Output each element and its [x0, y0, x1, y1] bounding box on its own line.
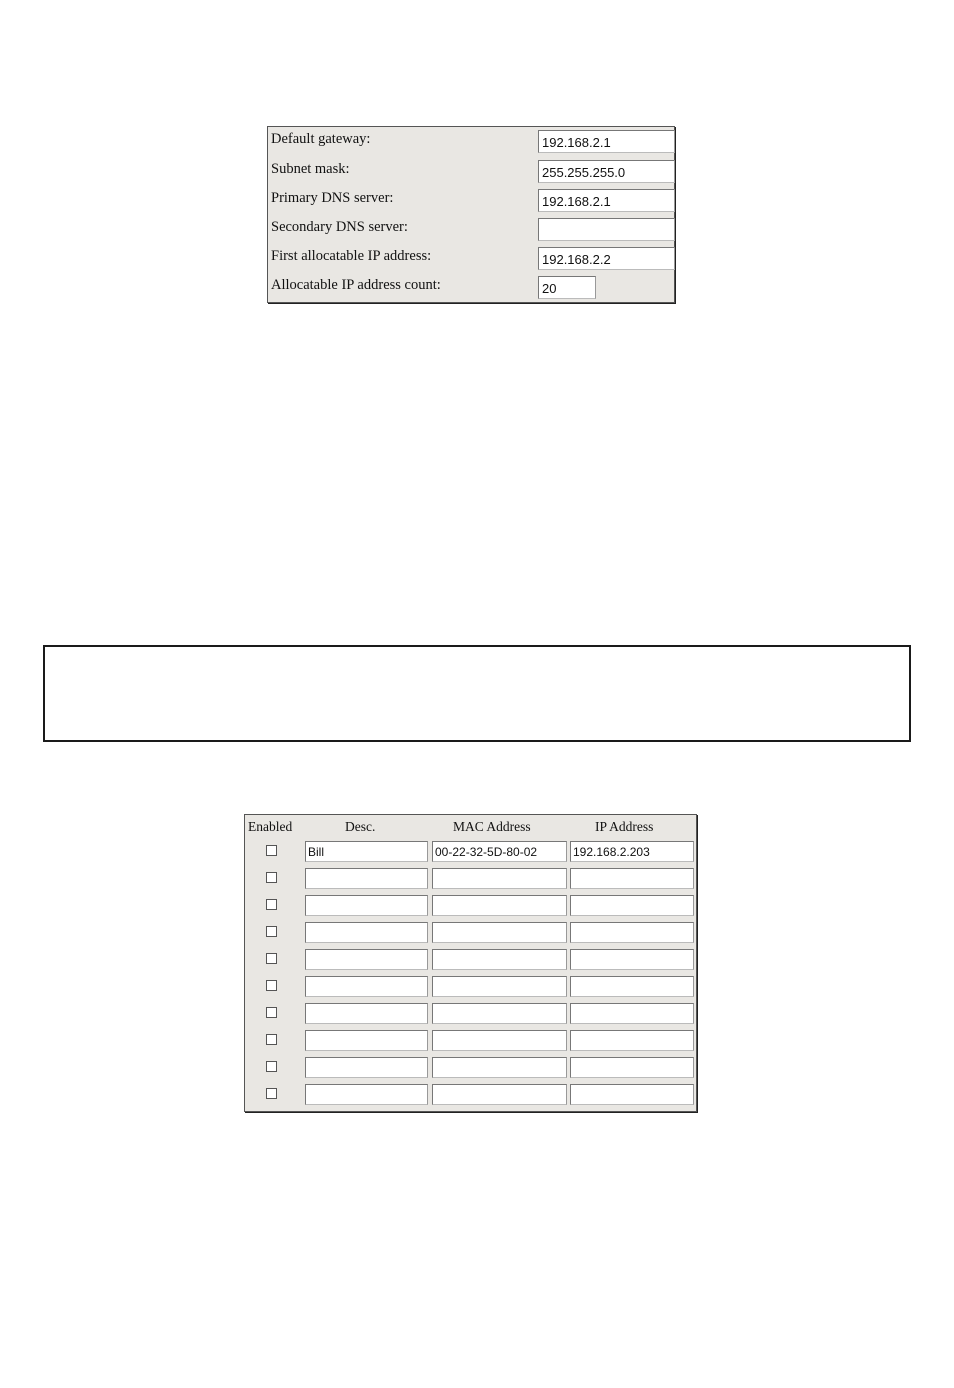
- secondary-dns-label: Secondary DNS server:: [271, 219, 408, 235]
- ip-input[interactable]: [570, 895, 694, 916]
- desc-input[interactable]: [305, 922, 428, 943]
- reservation-table: [244, 814, 697, 1112]
- table-row: [245, 1056, 696, 1083]
- table-row: [245, 867, 696, 894]
- default-gateway-input[interactable]: 192.168.2.1: [538, 130, 675, 153]
- enabled-column-header: Enabled: [248, 819, 293, 834]
- mac-input[interactable]: [432, 976, 567, 997]
- primary-dns-input[interactable]: 192.168.2.1: [538, 189, 675, 212]
- ip-input[interactable]: [570, 922, 694, 943]
- enabled-checkbox[interactable]: [266, 872, 277, 883]
- primary-dns-label: Primary DNS server:: [271, 190, 394, 206]
- enabled-checkbox[interactable]: [266, 980, 277, 991]
- ip-input[interactable]: [570, 1057, 694, 1078]
- ip-input[interactable]: [570, 868, 694, 889]
- dhcp-settings-panel: [267, 126, 675, 303]
- first-ip-label: First allocatable IP address:: [271, 248, 432, 264]
- desc-input[interactable]: [305, 1003, 428, 1024]
- enabled-checkbox[interactable]: [266, 845, 277, 856]
- ip-input[interactable]: [570, 976, 694, 997]
- enabled-checkbox[interactable]: [266, 1061, 277, 1072]
- first-ip-input[interactable]: 192.168.2.2: [538, 247, 675, 270]
- enabled-checkbox[interactable]: [266, 926, 277, 937]
- table-row: [245, 1002, 696, 1029]
- desc-input[interactable]: [305, 976, 428, 997]
- mac-input[interactable]: [432, 1084, 567, 1105]
- desc-input[interactable]: Bill: [305, 841, 428, 862]
- secondary-dns-input[interactable]: [538, 218, 675, 241]
- desc-input[interactable]: [305, 1057, 428, 1078]
- ip-input[interactable]: [570, 1084, 694, 1105]
- mac-input[interactable]: [432, 895, 567, 916]
- enabled-checkbox[interactable]: [266, 953, 277, 964]
- ip-count-row: [268, 273, 674, 302]
- mac-input[interactable]: [432, 1030, 567, 1051]
- mac-input[interactable]: [432, 949, 567, 970]
- ip-column-header: IP Address: [595, 819, 654, 834]
- desc-input[interactable]: [305, 949, 428, 970]
- mac-input[interactable]: [432, 922, 567, 943]
- table-row: [245, 840, 696, 867]
- ip-input[interactable]: [570, 1003, 694, 1024]
- table-row: [245, 894, 696, 921]
- table-row: [245, 921, 696, 948]
- subnet-mask-input[interactable]: 255.255.255.0: [538, 160, 675, 183]
- note-box: [43, 645, 911, 742]
- ip-input[interactable]: 192.168.2.203: [570, 841, 694, 862]
- mac-column-header: MAC Address: [453, 819, 531, 834]
- mac-input[interactable]: [432, 868, 567, 889]
- table-row: [245, 1083, 696, 1110]
- subnet-mask-row: [268, 157, 674, 186]
- table-row: [245, 975, 696, 1002]
- default-gateway-row: [268, 127, 674, 156]
- desc-input[interactable]: [305, 1030, 428, 1051]
- primary-dns-row: [268, 186, 674, 215]
- subnet-mask-label: Subnet mask:: [271, 161, 350, 177]
- desc-input[interactable]: [305, 895, 428, 916]
- mac-input[interactable]: [432, 1057, 567, 1078]
- desc-column-header: Desc.: [345, 819, 376, 834]
- mac-input[interactable]: [432, 1003, 567, 1024]
- enabled-checkbox[interactable]: [266, 1088, 277, 1099]
- table-row: [245, 1029, 696, 1056]
- mac-input[interactable]: 00-22-32-5D-80-02: [432, 841, 567, 862]
- ip-count-label: Allocatable IP address count:: [271, 277, 441, 293]
- enabled-checkbox[interactable]: [266, 1034, 277, 1045]
- enabled-checkbox[interactable]: [266, 1007, 277, 1018]
- enabled-checkbox[interactable]: [266, 899, 277, 910]
- default-gateway-label: Default gateway:: [271, 131, 371, 147]
- secondary-dns-row: [268, 215, 674, 244]
- desc-input[interactable]: [305, 1084, 428, 1105]
- ip-count-input[interactable]: 20: [538, 276, 596, 299]
- first-ip-row: [268, 244, 674, 273]
- table-row: [245, 948, 696, 975]
- ip-input[interactable]: [570, 1030, 694, 1051]
- ip-input[interactable]: [570, 949, 694, 970]
- desc-input[interactable]: [305, 868, 428, 889]
